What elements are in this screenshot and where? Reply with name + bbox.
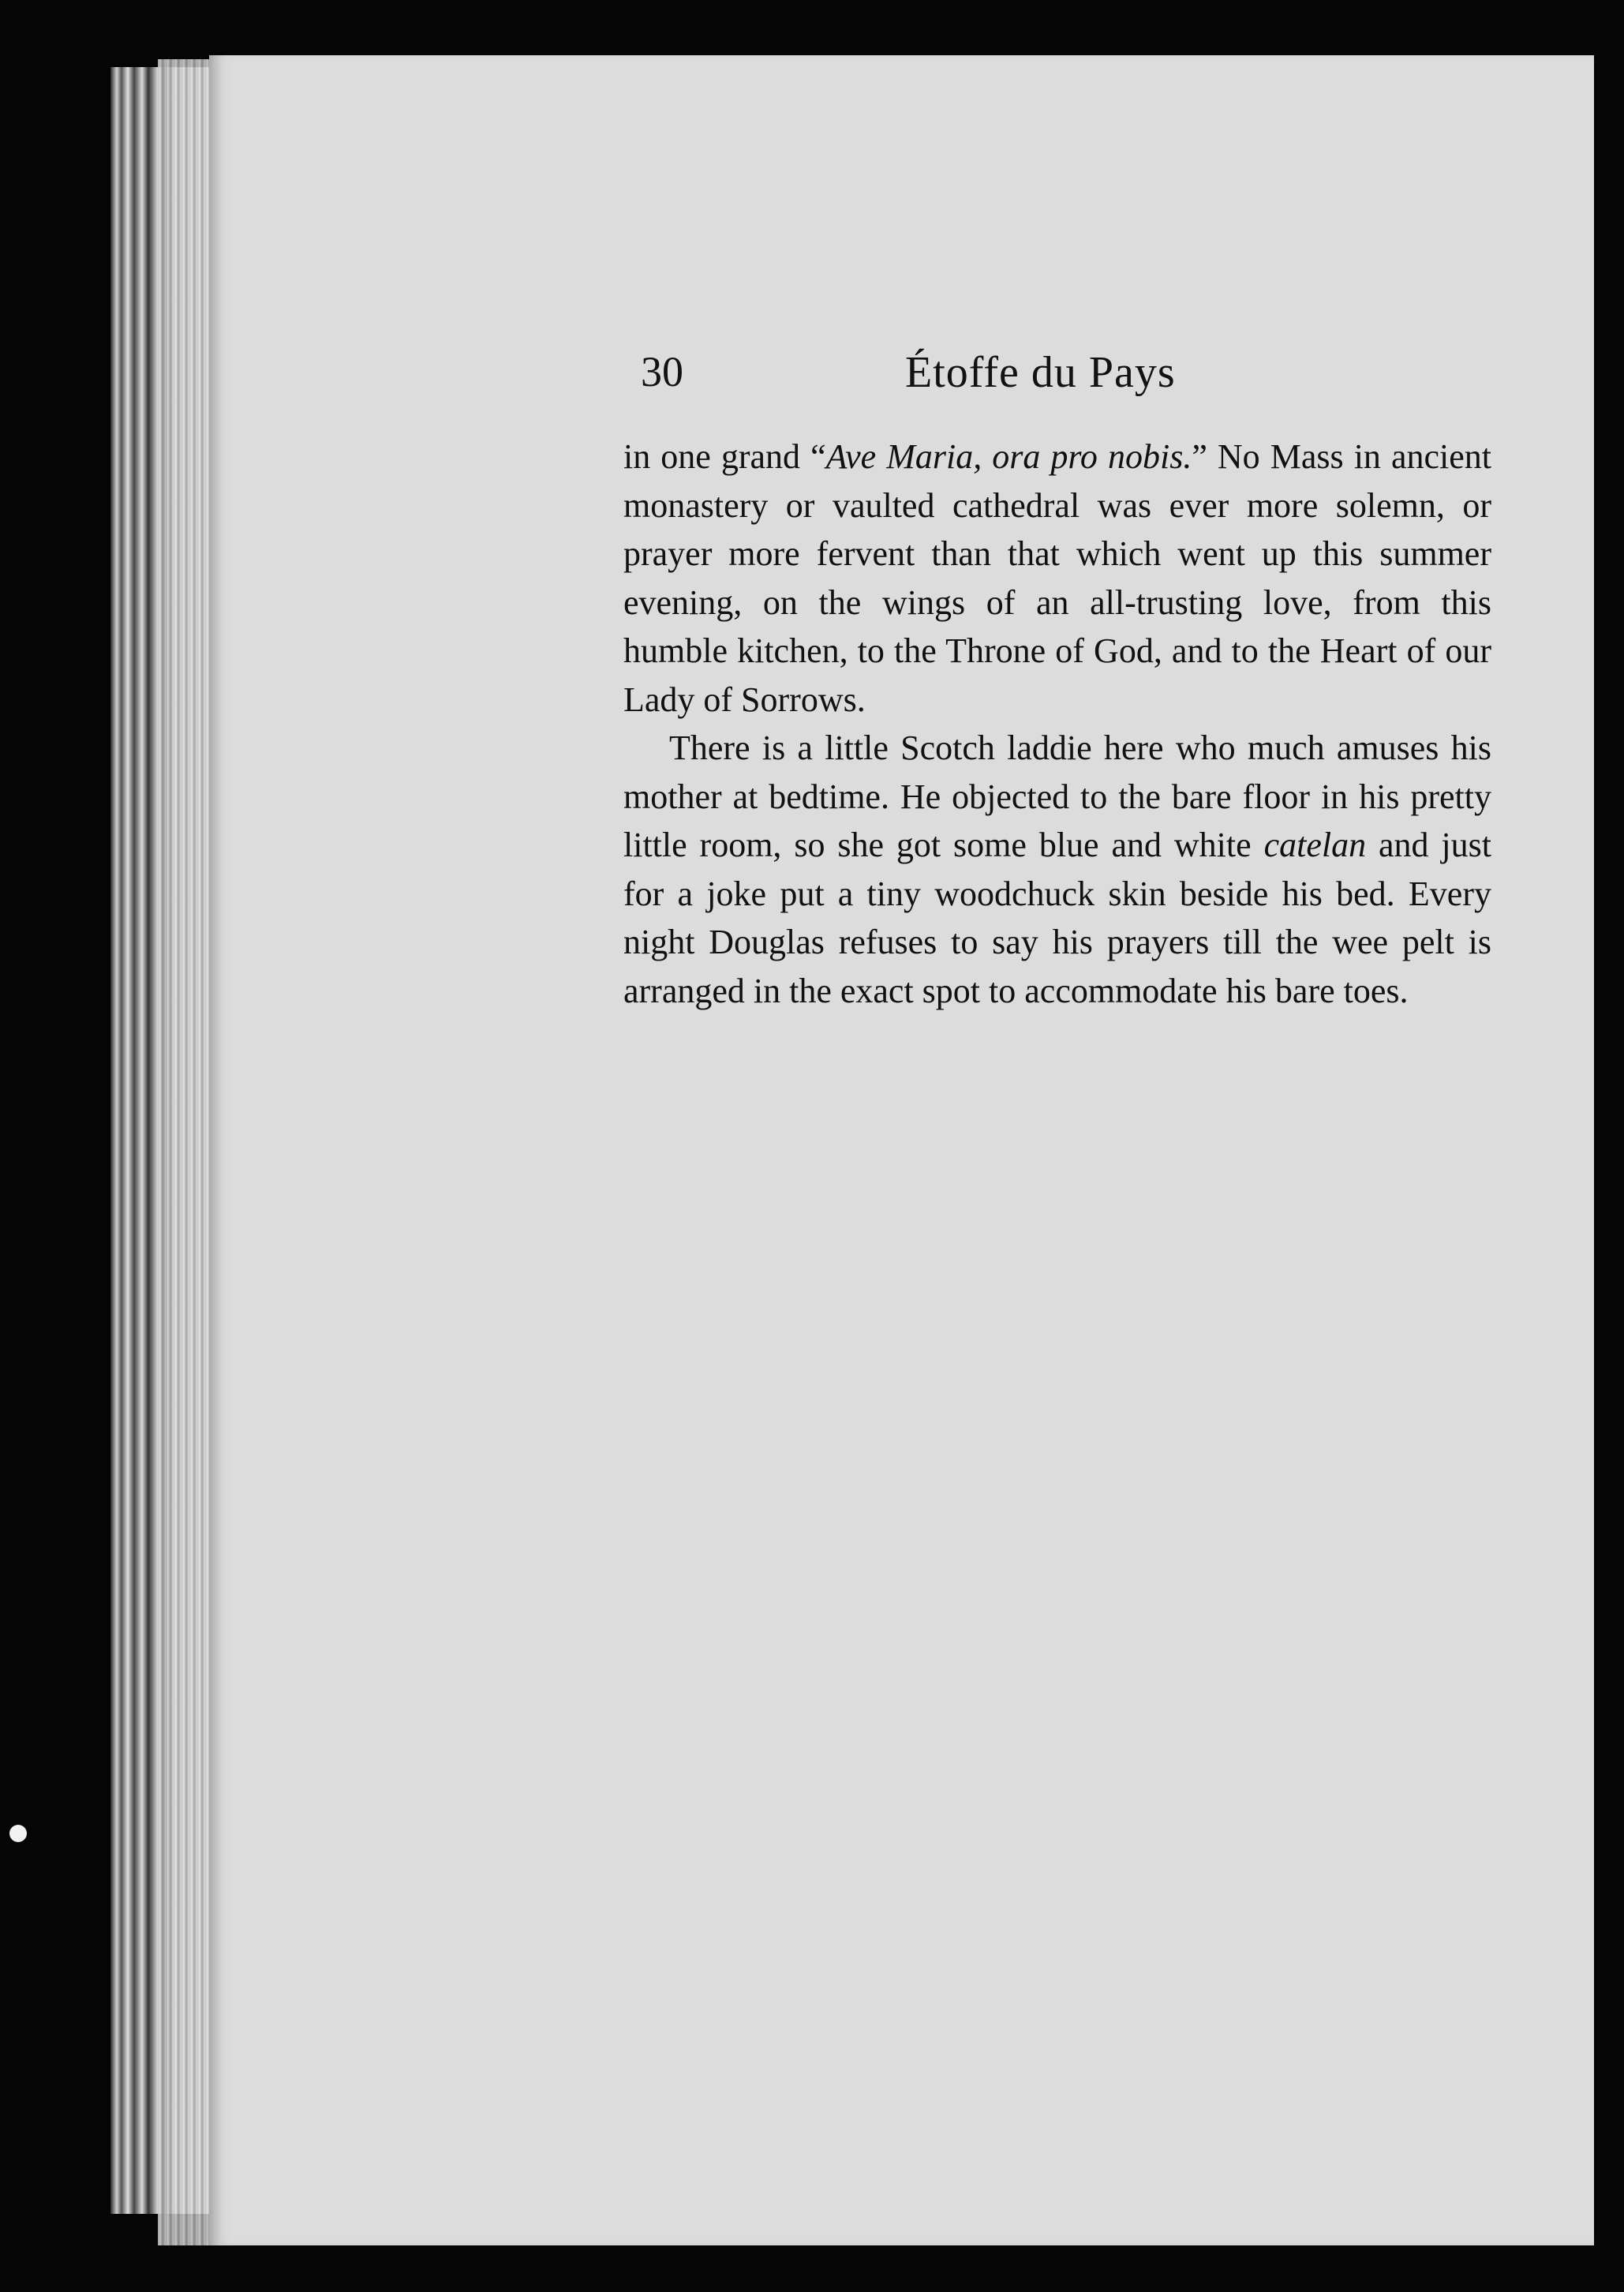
page-header [641,347,1240,410]
paragraph-1 [623,433,1491,724]
paragraph-2-text-b: and just for a joke put a tiny woodchuck skin beside his bed. Every night Douglas refuses to say his prayers till the wee pelt is arranged in the exact spot to accommodate his bare toes. [623,826,1491,1010]
paragraph-2-text-a: There is a little Scotch laddie here who much amuses his mother at bedtime. He objected to the bare floor in his pretty little room, so she got some blue and white [623,728,1491,864]
paragraph-1-text-b: ” No Mass in ancient monastery or vaulted cathedral was ever more solemn, or prayer more fervent than that which went up this summer evening, on the wings of an all-trusting love, from this humble kitchen, to the Throne of God, and to the Heart of our Lady of Sorrows. [623,437,1492,719]
body-text [623,433,1491,1015]
scan-speck [9,1825,27,1842]
catelan-word: catelan [1263,826,1367,864]
paragraph-2 [623,724,1491,1015]
running-title: Étoffe du Pays [905,348,1176,397]
latin-phrase: Ave Maria, ora pro nobis. [825,437,1192,476]
paragraph-1-text-a: in one grand “ [623,437,826,476]
page-number: 30 [641,348,683,395]
